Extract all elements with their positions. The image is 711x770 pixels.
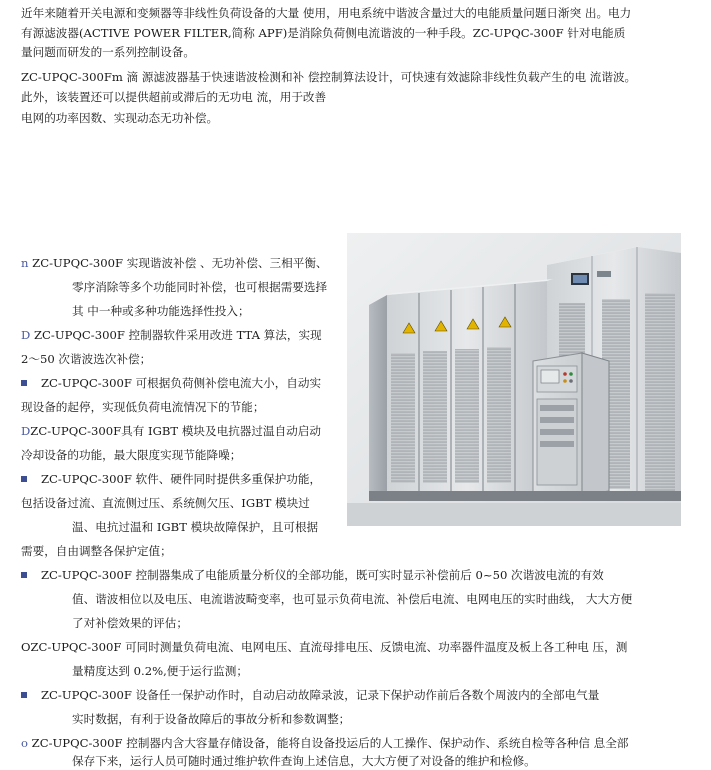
feature-5-text: ZC-UPQC-300F 软件、硬件同时提供多重保护功能， [41,472,322,486]
feature-6-line-3: 了对补偿效果的评估； [72,616,188,630]
feature-4-line-2: 冷却设备的功能，最大限度实现节能降噪； [21,448,242,462]
feature-3-line-1 [21,375,321,391]
feature-2-line-1 [21,327,322,343]
intro-line-1: 近年来随着开关电源和变频器等非线性负荷设备的大量 使用，用电系统中谐波含量过大的电能质量问题日渐突 出。电力 [21,6,632,20]
apf-cabinet-illustration [347,233,681,526]
feature-8-text: ZC-UPQC-300F 设备任一保护动作时，自动启动故障录波，记录下保护动作前后各数个周波内的全部电气量 [41,688,600,702]
square-bullet-icon [21,572,27,578]
feature-6-line-1 [21,567,604,583]
feature-1-text: ZC-UPQC-300F 实现谐波补偿 、无功补偿、三相平衡、 [32,256,328,270]
feature-5-line-4: 需要，自由调整各保护定值； [21,544,172,558]
feature-7-line-2: 量精度达到 0.2%,便于运行监测； [72,664,248,678]
feature-8-line-2: 实时数据，有利于设备故障后的事故分析和参数调整； [72,712,351,726]
feature-6-text: ZC-UPQC-300F 控制器集成了电能质量分析仪的全部功能，既可实时显示补偿前后 0~50 次谐波电流的有效 [41,568,604,582]
feature-9-line-2: 保存下来，运行人员可随时通过维护软件查询上述信息，大大方便了对设备的维护和检修。 [72,754,536,768]
square-bullet-icon [21,380,27,386]
feature-1-line-3: 其 中一种或多种功能选择性投入； [72,304,250,318]
intro-line-3: 量问题而研发的一系列控制设备。 [21,45,195,59]
feature-6-line-2: 值、谐波相位以及电压、电流谐波畸变率，也可显示负荷电流、补偿后电流、电网电压的实时曲线， 大大方便 [72,592,633,606]
feature-5-line-2: 包括设备过流、直流侧过压、系统侧欠压、IGBT 模块过 [21,496,310,510]
feature-5-line-1 [21,471,321,487]
feature-5-line-3: 温、电抗过温和 IGBT 模块故障保护，且可根据 [72,520,319,534]
feature-3-text: ZC-UPQC-300F 可根据负荷侧补偿电流大小，自动实 [41,376,322,390]
feature-9-text: ZC-UPQC-300F 控制器内含大容量存储设备，能将自设备投运后的人工操作、保护动作、系统自检等各种信 息全部 [31,736,629,750]
feature-2-line-2: 2～50 次谐波选次补偿； [21,352,152,366]
feature-7-line-1: OZC-UPQC-300F 可同时测量负荷电流、电网电压、直流母排电压、反馈电流、功率器件温度及板上各工种电 压，测 [21,640,628,654]
intro-line-4: ZC-UPQC-300Fm 滴 源滤波器基于快速谐波检测和补 偿控制算法设计，可快速有效滤除非线性负载产生的电 流谐波。 [21,70,637,84]
cabinet-photo [347,233,681,526]
feature-2-bullet: D [21,328,31,342]
feature-3-line-2: 现设备的起停，实现低负荷电流情况下的节能； [21,400,265,414]
feature-1-bullet: n [21,256,29,270]
square-bullet-icon [21,692,27,698]
feature-8-line-1 [21,687,599,703]
feature-1-line-2: 零序消除等多个功能同时补偿，也可根据需要选择 [72,280,328,294]
feature-4-text: ZC-UPQC-300F具有 IGBT 模块及电抗器过温自动启动 [30,424,321,438]
feature-9-line-1 [21,735,628,751]
feature-2-text: ZC-UPQC-300F 控制器软件采用改进 TTA 算法，实现 [33,328,322,342]
feature-4-line-1 [21,423,321,439]
feature-4-bullet: D [21,424,31,438]
feature-9-bullet: o [21,736,28,750]
square-bullet-icon [21,476,27,482]
intro-line-2: 有源滤波器(ACTIVE POWER FILTER,简称 APF)是消除负荷侧电流谐波的一种手段。ZC-UPQC-300F 针对电能质 [21,26,626,40]
intro-line-6: 电网的功率因数、实现动态无功补偿。 [21,111,219,125]
intro-line-5: 此外，该装置还可以提供超前或滞后的无功电 流，用于改善 [21,90,327,104]
feature-1-line-1 [21,255,328,271]
